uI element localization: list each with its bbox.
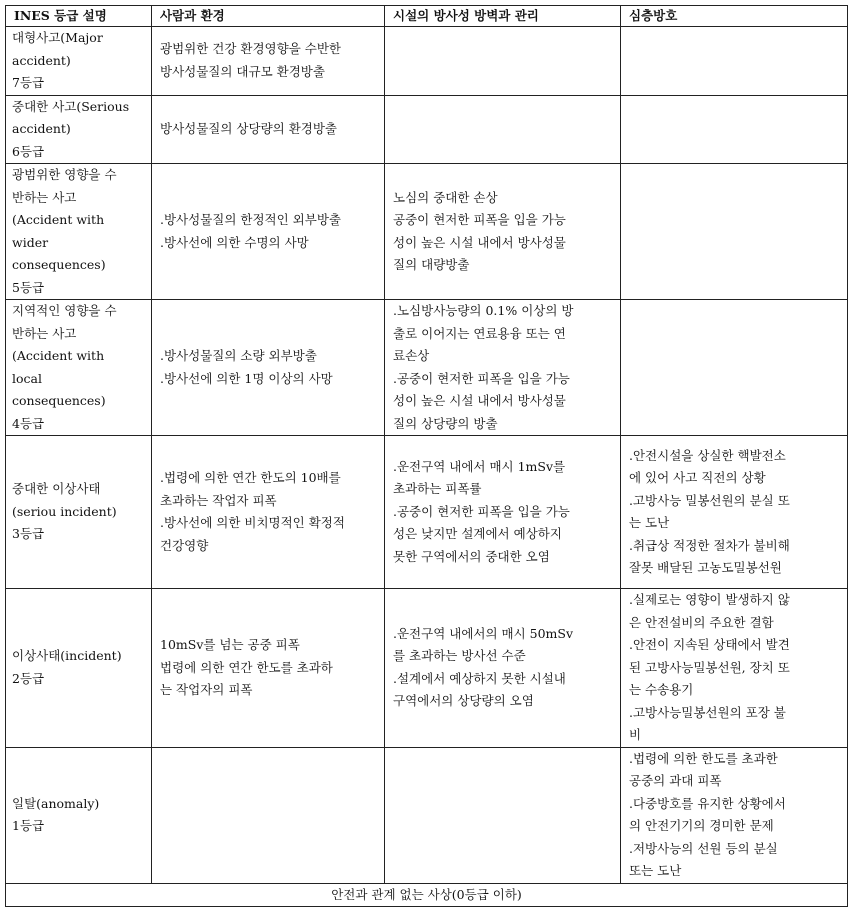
barrier-control-cell	[385, 436, 621, 589]
cell-line: local	[12, 370, 42, 386]
cell-line: accident)	[12, 121, 71, 136]
table-row	[6, 27, 848, 96]
cell-line: 1등급	[12, 818, 45, 833]
header-row	[6, 6, 848, 27]
barrier-control-cell	[385, 95, 621, 164]
cell-line: 출로 이어지는 연료용융 또는 연	[393, 325, 566, 341]
defense-in-depth-cell	[621, 164, 848, 300]
cell-line: 질의 대량방출	[393, 257, 470, 272]
cell-line: 중대한 이상사태	[12, 481, 101, 497]
people-environment-cell	[152, 95, 385, 164]
defense-in-depth-cell	[621, 300, 848, 436]
cell-line: .운전구역 내에서 매시 1mSv를	[393, 458, 566, 474]
cell-line: .저방사능의 선원 등의 분실	[629, 840, 778, 856]
cell-line: wider	[12, 234, 49, 250]
cell-line: consequences)	[12, 257, 106, 272]
barrier-control-cell	[385, 589, 621, 748]
cell-line: .안전이 지속된 상태에서 발견	[629, 637, 790, 652]
table-row	[6, 300, 848, 436]
level-cell	[6, 164, 152, 300]
cell-line: 3등급	[12, 526, 45, 542]
cell-line: 반하는 사고	[12, 325, 77, 341]
cell-line: 또는 도난	[629, 863, 682, 878]
table-row	[6, 436, 848, 589]
cell-line: (seriou incident)	[12, 503, 117, 519]
cell-line: 비	[629, 727, 642, 742]
cell-line: 초과하는 작업자 피폭	[160, 492, 277, 508]
header-barrier-control: 시설의 방사성 방벽과 관리	[385, 6, 621, 27]
cell-line: .공중이 현저한 피폭을 입을 가능	[393, 503, 570, 519]
cell-line: 은 안전설비의 주요한 결함	[629, 614, 774, 630]
cell-line: 5등급	[12, 279, 45, 295]
cell-line: .방사선에 의한 비치명적인 확정적	[160, 515, 345, 530]
defense-in-depth-cell	[621, 95, 848, 164]
cell-line: (Accident with	[12, 348, 105, 363]
people-environment-cell	[152, 27, 385, 96]
header-defense-in-depth: 심층방호	[621, 6, 848, 27]
header-level: INES 등급 설명	[6, 6, 152, 27]
cell-line: .설계에서 예상하지 못한 시설내	[393, 670, 566, 686]
cell-line: 성이 높은 시설 내에서 방사성물	[393, 234, 566, 250]
cell-line: 광범위한 건강 환경영향을 수반한	[160, 41, 341, 57]
level-cell	[6, 589, 152, 748]
cell-line: 에 있어 사고 직전의 상황	[629, 470, 766, 485]
level-cell	[6, 747, 152, 883]
cell-line: 반하는 사고	[12, 189, 77, 205]
footer-row	[6, 883, 848, 906]
table-row	[6, 589, 848, 748]
cell-line: 일탈(anomaly)	[12, 795, 100, 811]
cell-line: .공중이 현저한 피폭을 입을 가능	[393, 370, 570, 386]
level-0-note: 안전과 관계 없는 사상(0등급 이하)	[6, 883, 848, 906]
cell-line: 법령에 의한 연간 한도를 초과하	[160, 659, 333, 675]
people-environment-cell	[152, 164, 385, 300]
cell-line: 중대한 사고(Serious	[12, 98, 130, 114]
cell-line: 료손상	[393, 348, 430, 363]
barrier-control-cell	[385, 164, 621, 300]
people-environment-cell	[152, 747, 385, 883]
cell-line: 지역적인 영향을 수	[12, 303, 117, 318]
cell-line: 건강영향	[160, 537, 209, 553]
cell-line: 7등급	[12, 75, 45, 90]
cell-line: .노심방사능량의 0.1% 이상의 방	[393, 303, 574, 318]
cell-line: 의 안전기기의 경미한 문제	[629, 818, 774, 833]
defense-in-depth-cell	[621, 747, 848, 883]
cell-line: consequences)	[12, 393, 106, 408]
cell-line: 잘못 배달된 고농도밀봉선원	[629, 560, 782, 575]
people-environment-cell	[152, 300, 385, 436]
cell-line: 구역에서의 상당량의 오염	[393, 693, 534, 709]
cell-line: 방사성물질의 대규모 환경방출	[160, 63, 325, 79]
header-people-environment: 사람과 환경	[152, 6, 385, 27]
cell-line: .방사선에 의한 1명 이상의 사망	[160, 370, 333, 386]
defense-in-depth-cell	[621, 436, 848, 589]
cell-line: 질의 상당량의 방출	[393, 415, 498, 431]
table-row	[6, 164, 848, 300]
cell-line: .고방사능 밀봉선원의 분실 또	[629, 492, 790, 508]
level-cell	[6, 95, 152, 164]
cell-line: 6등급	[12, 143, 45, 159]
cell-line: accident)	[12, 52, 71, 68]
table-row	[6, 747, 848, 883]
people-environment-cell	[152, 589, 385, 748]
cell-line: .방사성물질의 한정적인 외부방출	[160, 212, 341, 227]
barrier-control-cell	[385, 300, 621, 436]
level-cell	[6, 300, 152, 436]
cell-line: 노심의 중대한 손상	[393, 189, 498, 205]
barrier-control-cell	[385, 27, 621, 96]
barrier-control-cell	[385, 747, 621, 883]
cell-line: (Accident with	[12, 212, 105, 227]
cell-line: 4등급	[12, 415, 45, 431]
people-environment-cell	[152, 436, 385, 589]
table-row	[6, 95, 848, 164]
level-cell	[6, 436, 152, 589]
cell-line: 못한 구역에서의 중대한 오염	[393, 548, 550, 564]
cell-line: 를 초과하는 방사선 수준	[393, 648, 526, 664]
cell-line: 성은 낮지만 설계에서 예상하지	[393, 526, 562, 542]
cell-line: 초과하는 피폭률	[393, 481, 482, 497]
cell-line: 는 수송용기	[629, 682, 694, 697]
cell-line: 공중이 현저한 피폭을 입을 가능	[393, 212, 566, 227]
cell-line: 2등급	[12, 670, 45, 686]
cell-line: .고방사능밀봉선원의 포장 불	[629, 704, 786, 720]
cell-line: 이상사태(incident)	[12, 648, 122, 664]
cell-line: .법령에 의한 한도를 초과한	[629, 750, 778, 766]
defense-in-depth-cell	[621, 27, 848, 96]
ines-scale-table	[5, 5, 848, 907]
cell-line: .방사선에 의한 수명의 사망	[160, 234, 309, 250]
cell-line: 광범위한 영향을 수	[12, 167, 117, 182]
cell-line: 10mSv를 넘는 공중 피폭	[160, 637, 300, 652]
cell-line: .방사성물질의 소량 외부방출	[160, 348, 317, 363]
cell-line: .실제로는 영향이 발생하지 않	[629, 592, 790, 607]
cell-line: .운전구역 내에서의 매시 50mSv	[393, 625, 574, 641]
cell-line: .취급상 적정한 절차가 불비해	[629, 537, 790, 553]
cell-line: 는 도난	[629, 515, 670, 530]
cell-line: 공중의 과대 피폭	[629, 773, 722, 788]
cell-line: 방사성물질의 상당량의 환경방출	[160, 121, 337, 136]
cell-line: 는 작업자의 피폭	[160, 682, 253, 697]
cell-line: 성이 높은 시설 내에서 방사성물	[393, 393, 566, 408]
cell-line: 대형사고(Major	[12, 30, 103, 45]
level-cell	[6, 27, 152, 96]
defense-in-depth-cell	[621, 589, 848, 748]
cell-line: .안전시설을 상실한 핵발전소	[629, 447, 786, 463]
cell-line: .다중방호를 유지한 상황에서	[629, 795, 786, 811]
cell-line: 된 고방사능밀봉선원, 장치 또	[629, 659, 790, 675]
cell-line: .법령에 의한 연간 한도의 10배를	[160, 470, 341, 485]
